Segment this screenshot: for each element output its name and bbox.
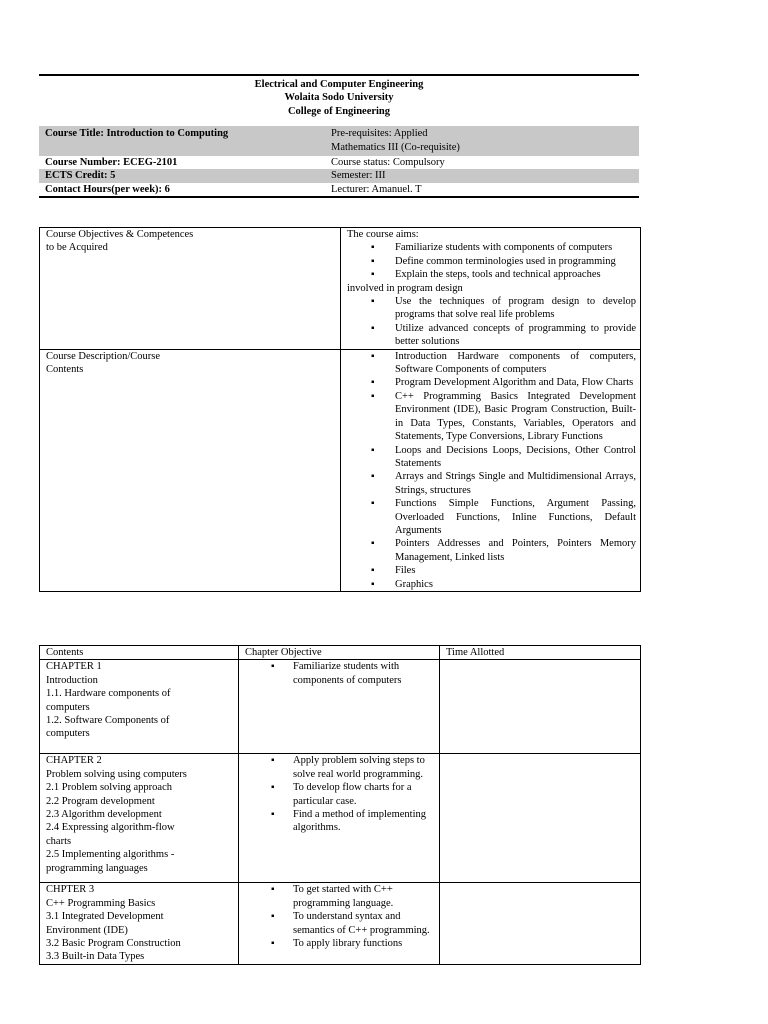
objective-list [245, 660, 435, 687]
chapter-contents-cell [40, 754, 239, 883]
header-chapter-objective: Chapter Objective [239, 646, 440, 660]
list-item: ▪ Files [347, 564, 636, 577]
institution-header [39, 76, 639, 118]
chapter-contents-cell [40, 660, 239, 754]
time-allotted-cell [440, 660, 641, 754]
chapter-line: programming languages [46, 862, 148, 874]
header-contents: Contents [40, 646, 239, 660]
list-item: ▪ Introduction Hardware components of computers, Software Components of computers [347, 350, 636, 377]
university-name: Wolaita Sodo University [284, 92, 394, 104]
course-details-table [39, 227, 641, 592]
chapter-objective-cell [239, 754, 440, 883]
chapter-line: CHPTER 3 [46, 884, 95, 896]
objectives-list [347, 295, 636, 349]
list-item: ▪ To apply library functions [245, 937, 435, 950]
chapter-line: 1.2. Software Components of [46, 715, 170, 727]
list-item: ▪ Familiarize students with components of computers [347, 241, 636, 254]
course-info-row [39, 156, 639, 169]
course-number: Course Number: ECEG-2101 [45, 157, 178, 169]
chapter-line: Problem solving using computers [46, 768, 187, 780]
table-row [40, 883, 641, 964]
chapters-table [39, 645, 641, 965]
chapter-line: 2.1 Problem solving approach [46, 782, 172, 794]
chapter-line: 2.2 Program development [46, 795, 155, 807]
objectives-label-line-1: Course Objectives & Competences [46, 229, 194, 240]
chapter-line: 1.1. Hardware components of [46, 688, 171, 700]
list-item: ▪ Find a method of implementing algorithms. [245, 808, 435, 835]
prerequisites-line-2: Mathematics III (Co-requisite) [331, 141, 460, 153]
course-info-row [39, 126, 639, 156]
objective-list [245, 754, 435, 834]
course-info-row [39, 169, 639, 182]
table-row [40, 660, 641, 754]
list-item: ▪ Apply problem solving steps to solve real world programming. [245, 754, 435, 781]
list-item: ▪ Program Development Algorithm and Data, Flow Charts [347, 376, 636, 389]
objectives-list [347, 241, 636, 281]
list-item: ▪ Pointers Addresses and Pointers, Pointers Memory Management, Linked lists [347, 537, 636, 564]
objectives-continuation: involved in program design [347, 282, 463, 294]
chapter-line: charts [46, 835, 72, 847]
objectives-row [40, 228, 641, 350]
objectives-content-cell [341, 228, 641, 350]
list-item: ▪ Explain the steps, tools and technical approaches [347, 268, 636, 281]
chapter-line: Introduction [46, 674, 98, 686]
objectives-label-line-2: to be Acquired [46, 242, 108, 254]
chapter-line: 2.5 Implementing algorithms - [46, 849, 175, 861]
chapter-line: computers [46, 701, 90, 713]
prerequisites-line-1: Pre-requisites: Applied [331, 128, 428, 140]
chapter-line: 3.3 Built-in Data Types [46, 951, 145, 963]
list-item: ▪ To develop flow charts for a particular case. [245, 781, 435, 808]
chapter-contents-cell [40, 883, 239, 964]
course-info-row [39, 183, 639, 196]
chapter-line: CHAPTER 2 [46, 755, 102, 767]
chapter-line: 3.1 Integrated Development [46, 911, 164, 923]
department-name: Electrical and Computer Engineering [254, 79, 424, 90]
description-label-cell [40, 349, 341, 591]
chapter-line: CHAPTER 1 [46, 661, 102, 673]
chapter-line: 3.2 Basic Program Construction [46, 938, 181, 950]
objectives-label-cell [40, 228, 341, 350]
contact-hours: Contact Hours(per week): 6 [45, 183, 170, 195]
description-row [40, 349, 641, 591]
chapter-line: 2.4 Expressing algorithm-flow [46, 822, 175, 834]
list-item: ▪ Familiarize students with components of computers [245, 660, 435, 687]
description-label-line-1: Course Description/Course [46, 350, 161, 362]
course-status: Course status: Compulsory [331, 157, 445, 169]
list-item: ▪ Define common terminologies used in programming [347, 255, 636, 268]
table-row [40, 754, 641, 883]
chapter-objective-cell [239, 660, 440, 754]
time-allotted-cell [440, 754, 641, 883]
list-item: ▪ Loops and Decisions Loops, Decisions, Other Control Statements [347, 444, 636, 471]
list-item: ▪ Utilize advanced concepts of programming to provide better solutions [347, 322, 636, 349]
list-item: ▪ Use the techniques of program design to develop programs that solve real life problems [347, 295, 636, 322]
semester: Semester: III [331, 170, 386, 182]
list-item: ▪ Functions Simple Functions, Argument Passing, Overloaded Functions, Inline Functions, Default Arguments [347, 497, 636, 537]
header-time-allotted: Time Allotted [440, 646, 641, 660]
description-label-line-2: Contents [46, 364, 84, 376]
chapter-objective-cell [239, 883, 440, 964]
college-name: College of Engineering [287, 105, 391, 117]
list-item: ▪ To get started with C++ programming language. [245, 883, 435, 910]
description-list [347, 350, 636, 591]
chapter-line: computers [46, 728, 90, 740]
course-prerequisites [329, 127, 639, 154]
chapter-line: Environment (IDE) [46, 924, 128, 936]
list-item: ▪ To understand syntax and semantics of C++ programming. [245, 910, 435, 937]
course-title: Course Title: Introduction to Computing [45, 128, 229, 140]
chapter-line: C++ Programming Basics [46, 897, 156, 909]
course-info-box [39, 126, 639, 198]
chapter-line: 2.3 Algorithm development [46, 809, 162, 821]
course-outline-header [39, 74, 639, 198]
list-item: ▪ Arrays and Strings Single and Multidimensional Arrays, Strings, structures [347, 470, 636, 497]
lecturer: Lecturer: Amanuel. T [331, 183, 422, 195]
description-content-cell [341, 349, 641, 591]
ects-credit: ECTS Credit: 5 [45, 170, 116, 182]
objective-list [245, 883, 435, 950]
list-item: ▪ Graphics [347, 578, 636, 591]
time-allotted-cell [440, 883, 641, 964]
table-header-row [40, 646, 641, 660]
list-item: ▪ C++ Programming Basics Integrated Development Environment (IDE), Basic Program Construction, Built-in Data Types, Constants, Variables, Operators and Statements, Type Conversions, Library Functions [347, 390, 636, 444]
objectives-intro: The course aims: [347, 229, 419, 240]
